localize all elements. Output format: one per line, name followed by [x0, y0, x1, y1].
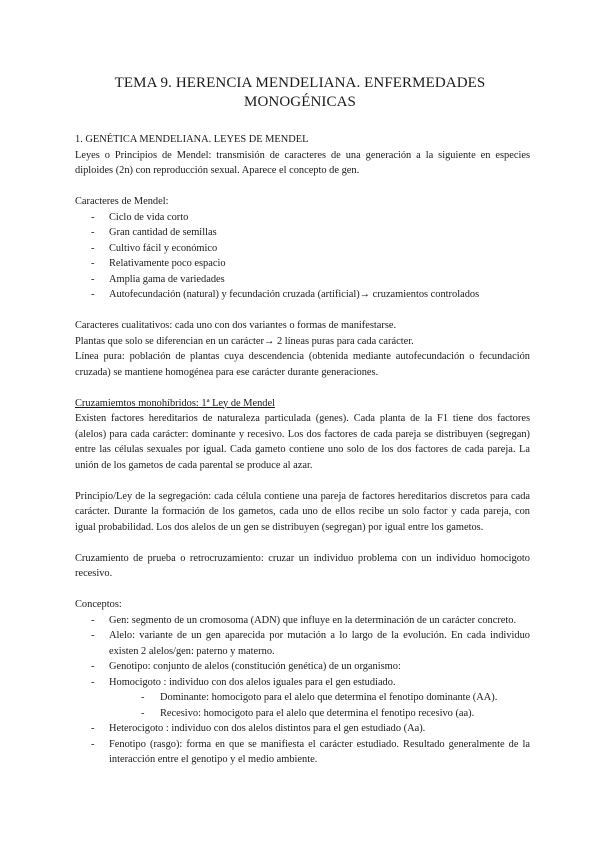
caracteres-heading: Caracteres de Mendel: — [75, 196, 169, 207]
conceptos-heading: Conceptos: — [75, 599, 122, 610]
concept-homocigoto-text: Homocigoto : individuo con dos alelos iguales para el gen estudiado. — [109, 676, 396, 688]
title-line-2: MONOGÉNICAS — [244, 94, 356, 110]
list-item: - Amplia gama de variedades — [75, 272, 530, 288]
concept-recesivo: - Recesivo: homocigoto para el alelo que determina el fenotipo recesivo (aa). — [109, 706, 530, 722]
homocigoto-sublist — [109, 690, 530, 721]
list-item: - Gran cantidad de semillas — [75, 225, 530, 241]
concept-homocigoto — [75, 675, 530, 722]
section-heading: 1. GENÉTICA MENDELIANA. LEYES DE MENDEL — [75, 134, 309, 145]
concept-fenotipo: - Fenotipo (rasgo): forma en que se manifiesta el carácter estudiado. Resultado generalmente de la interacción entre el genotipo y el medio ambiente. — [75, 737, 530, 768]
monohibridos-paragraph: Existen factores hereditarios de naturaleza particulada (genes). Cada planta de la F1 tiene dos factores (alelos) para cada carácter: dominante y recesivo. Los dos factores de cada pareja se distribuyen (segregan) entre las células sexuales por igual. Cada gameto contiene uno solo de los dos factores de cada pareja. La unión de los gametos de cada parental se produce al azar. — [75, 413, 530, 471]
caracteres-list — [75, 210, 530, 303]
title-line-1: TEMA 9. HERENCIA MENDELIANA. ENFERMEDADES — [114, 75, 486, 91]
document-body — [75, 132, 530, 768]
retrocruzamiento-paragraph: Cruzamiento de prueba o retrocruzamiento: cruzar un individuo problema con un individuo homocigoto recesivo. — [75, 552, 530, 579]
concept-alelo: - Alelo: variante de un gen aparecida por mutación a lo largo de la evolución. En cada individuo existen 2 alelos/gen: paterno y materno. — [75, 628, 530, 659]
cualitativos-paragraph: Caracteres cualitativos: cada uno con dos variantes o formas de manifestarse. — [75, 320, 397, 331]
monohibridos-heading: Cruzamiemtos monohíbridos: 1ª Ley de Mendel — [75, 397, 275, 409]
concept-heterocigoto: - Heterocigoto : individuo con dos alelos distintos para el gen estudiado (Aa). — [75, 721, 530, 737]
list-item: - Relativamente poco espacio — [75, 256, 530, 272]
concept-gen: - Gen: segmento de un cromosoma (ADN) que influye en la determinación de un carácter concreto. — [75, 613, 530, 629]
list-item: - Autofecundación (natural) y fecundación cruzada (artificial)→ cruzamientos controlados — [75, 287, 530, 303]
linea-pura-paragraph: Línea pura: población de plantas cuya descendencia (obtenida mediante autofecundación o fecundación cruzada) se mantiene homogénea para ese carácter durante generaciones. — [75, 351, 530, 378]
conceptos-list — [75, 613, 530, 768]
list-item: - Cultivo fácil y económico — [75, 241, 530, 257]
concept-genotipo: - Genotipo: conjunto de alelos (constitución genética) de un organismo: — [75, 659, 530, 675]
segregacion-paragraph: Principio/Ley de la segregación: cada célula contiene una pareja de factores hereditarios discretos para cada carácter. Durante la formación de los gametos, cada uno de ellos recibe un solo factor y cada pareja, con igual probabilidad. Los dos alelos de un gen se distribuyen (segregan) por igual entre los gametos. — [75, 490, 530, 533]
page-title — [60, 74, 540, 112]
intro-paragraph: Leyes o Principios de Mendel: transmisión de caracteres de una generación a la siguiente en especies diploides (2n) con reproducción sexual. Aparece el concepto de gen. — [75, 149, 530, 176]
plantas-paragraph: Plantas que solo se diferencian en un carácter→ 2 líneas puras para cada carácter. — [75, 335, 414, 347]
concept-dominante: - Dominante: homocigoto para el alelo que determina el fenotipo dominante (AA). — [109, 690, 530, 706]
list-item: - Ciclo de vida corto — [75, 210, 530, 226]
